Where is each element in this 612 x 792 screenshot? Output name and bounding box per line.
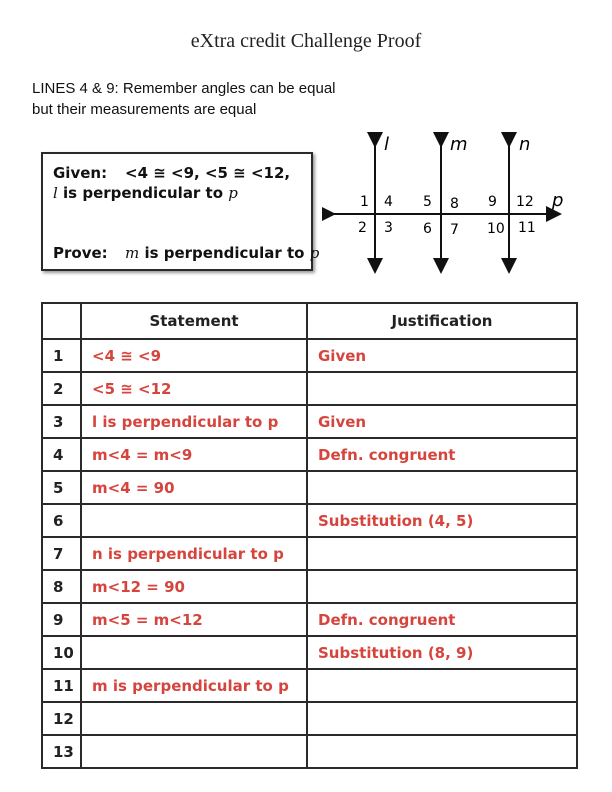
row-statement: m<12 = 90 (81, 570, 307, 603)
row-justification (307, 702, 577, 735)
given-line-2: is perpendicular to (57, 184, 229, 202)
row-number: 13 (42, 735, 81, 768)
header-justification: Justification (307, 303, 577, 339)
row-justification: Substitution (4, 5) (307, 504, 577, 537)
prove-text: is perpendicular to (139, 244, 310, 262)
label-n: n (519, 134, 531, 155)
table-row (42, 735, 577, 768)
angle-4: 4 (384, 194, 393, 210)
given-row-2 (53, 184, 238, 202)
row-statement: <4 ≅ <9 (81, 339, 307, 372)
given-label: Given: (53, 164, 108, 182)
row-number: 9 (42, 603, 81, 636)
row-justification (307, 735, 577, 768)
row-number: 2 (42, 372, 81, 405)
row-number: 5 (42, 471, 81, 504)
table-row (42, 669, 577, 702)
given-line-1: <4 ≅ <9, <5 ≅ <12, (125, 164, 291, 182)
row-statement (81, 735, 307, 768)
angle-3: 3 (384, 220, 393, 236)
row-statement: l is perpendicular to p (81, 405, 307, 438)
angle-8: 8 (450, 196, 459, 212)
row-justification: Given (307, 339, 577, 372)
parallel-lines-diagram (322, 130, 572, 275)
row-justification (307, 372, 577, 405)
row-statement: m<5 = m<12 (81, 603, 307, 636)
prove-row (53, 244, 319, 262)
row-justification: Defn. congruent (307, 603, 577, 636)
table-row (42, 702, 577, 735)
label-p: p (552, 190, 564, 211)
angle-9: 9 (488, 194, 497, 210)
table-row (42, 537, 577, 570)
table-header-row (42, 303, 577, 339)
table-row (42, 405, 577, 438)
row-justification (307, 537, 577, 570)
table-row (42, 504, 577, 537)
note-line-1: LINES 4 & 9: Remember angles can be equal (32, 80, 336, 97)
row-number: 1 (42, 339, 81, 372)
angle-7: 7 (450, 222, 459, 238)
given-var-p: p (228, 184, 238, 202)
table-row (42, 471, 577, 504)
angle-10: 10 (487, 221, 505, 237)
note-line-2: but their measurements are equal (32, 101, 257, 118)
table-row (42, 636, 577, 669)
label-l: l (384, 134, 390, 155)
table-row (42, 339, 577, 372)
row-number: 12 (42, 702, 81, 735)
angle-11: 11 (518, 220, 536, 236)
given-row (53, 164, 290, 182)
instruction-note (32, 78, 336, 120)
row-number: 8 (42, 570, 81, 603)
row-justification (307, 669, 577, 702)
angle-5: 5 (423, 194, 432, 210)
row-number: 3 (42, 405, 81, 438)
angle-2: 2 (358, 220, 367, 236)
row-number: 7 (42, 537, 81, 570)
row-statement: <5 ≅ <12 (81, 372, 307, 405)
prove-var-p: p (309, 244, 320, 262)
row-justification: Given (307, 405, 577, 438)
row-statement (81, 702, 307, 735)
label-m: m (450, 134, 468, 155)
row-justification (307, 471, 577, 504)
row-number: 4 (42, 438, 81, 471)
table-row (42, 438, 577, 471)
row-statement: m<4 = m<9 (81, 438, 307, 471)
header-number (42, 303, 81, 339)
row-statement: m<4 = 90 (81, 471, 307, 504)
angle-6: 6 (423, 221, 432, 237)
row-number: 11 (42, 669, 81, 702)
row-justification (307, 570, 577, 603)
row-statement: m is perpendicular to p (81, 669, 307, 702)
table-row (42, 603, 577, 636)
given-var-l: l (53, 184, 58, 202)
given-prove-box (41, 152, 320, 271)
row-justification: Defn. congruent (307, 438, 577, 471)
row-statement: n is perpendicular to p (81, 537, 307, 570)
row-justification: Substitution (8, 9) (307, 636, 577, 669)
angle-1: 1 (360, 194, 369, 210)
page-title: eXtra credit Challenge Proof (190, 30, 422, 52)
prove-var-m: m (125, 244, 140, 262)
row-statement (81, 504, 307, 537)
angle-12: 12 (516, 194, 534, 210)
proof-table (41, 302, 578, 769)
row-number: 6 (42, 504, 81, 537)
table-row (42, 372, 577, 405)
table-row (42, 570, 577, 603)
header-statement: Statement (81, 303, 307, 339)
row-statement (81, 636, 307, 669)
row-number: 10 (42, 636, 81, 669)
prove-label: Prove: (53, 244, 108, 262)
